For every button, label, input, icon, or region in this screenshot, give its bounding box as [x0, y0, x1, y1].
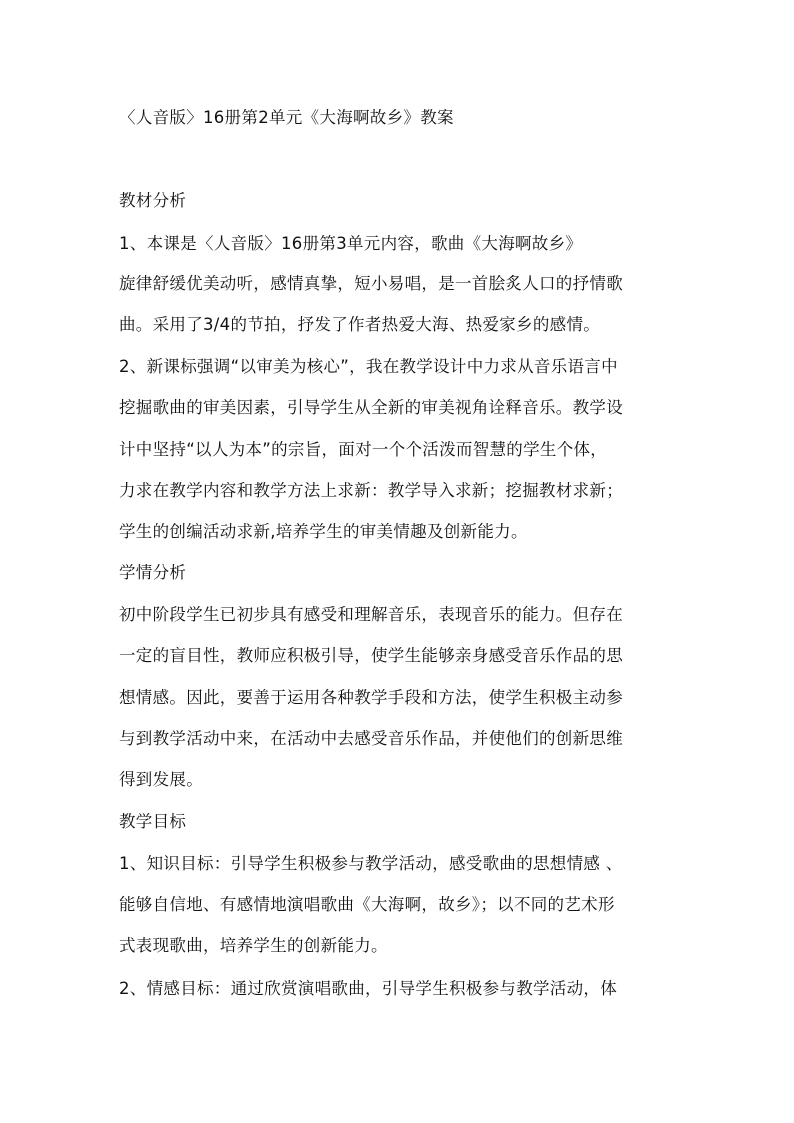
analysis-line-1: 1、本课是〈人音版〉16册第3单元内容，歌曲《大海啊故乡》	[119, 234, 583, 253]
section-heading-analysis: 教材分析	[119, 191, 187, 210]
analysis-line-8: 学生的创编活动求新,培养学生的审美情趣及创新能力。	[119, 522, 528, 541]
section-heading-students: 学情分析	[119, 563, 187, 582]
section-heading-goals: 教学目标	[119, 812, 187, 831]
goals-line-3: 式表现歌曲，培养学生的创新能力。	[119, 936, 388, 955]
students-line-3: 想情感。因此，要善于运用各种教学手段和方法，使学生积极主动参	[119, 688, 623, 707]
goals-line-2: 能够自信地、有感情地演唱歌曲《大海啊，故乡》；以不同的艺术形	[119, 895, 615, 914]
analysis-line-4: 2、新课标强调“以审美为核心”，我在教学设计中力求从音乐语言中	[119, 357, 618, 376]
analysis-line-2: 旋律舒缓优美动听，感情真挚，短小易唱，是一首脍炙人口的抒情歌	[119, 274, 623, 293]
students-line-1: 初中阶段学生已初步具有感受和理解音乐，表现音乐的能力。但存在	[119, 605, 623, 624]
document-title: 〈人音版〉16册第2单元《大海啊故乡》教案	[119, 108, 454, 127]
analysis-line-3: 曲。采用了3/4的节拍，抒发了作者热爱大海、热爱家乡的感情。	[119, 315, 601, 334]
goals-line-1: 1、知识目标：引导学生积极参与教学活动，感受歌曲的思想情感 、	[119, 854, 623, 873]
analysis-line-5: 挖掘歌曲的审美因素，引导学生从全新的审美视角诠释音乐。教学设	[119, 398, 623, 417]
analysis-line-6: 计中坚持“以人为本”的宗旨，面对一个个活泼而智慧的学生个体，	[119, 440, 608, 459]
analysis-line-7: 力求在教学内容和教学方法上求新：教学导入求新；挖掘教材求新；	[119, 481, 623, 500]
students-line-5: 得到发展。	[119, 770, 203, 789]
students-line-4: 与到教学活动中来，在活动中去感受音乐作品，并使他们的创新思维	[119, 729, 623, 748]
goals-line-4: 2、情感目标：通过欣赏演唱歌曲，引导学生积极参与教学活动，体	[119, 979, 617, 998]
students-line-2: 一定的盲目性，教师应积极引导，使学生能够亲身感受音乐作品的思	[119, 646, 623, 665]
